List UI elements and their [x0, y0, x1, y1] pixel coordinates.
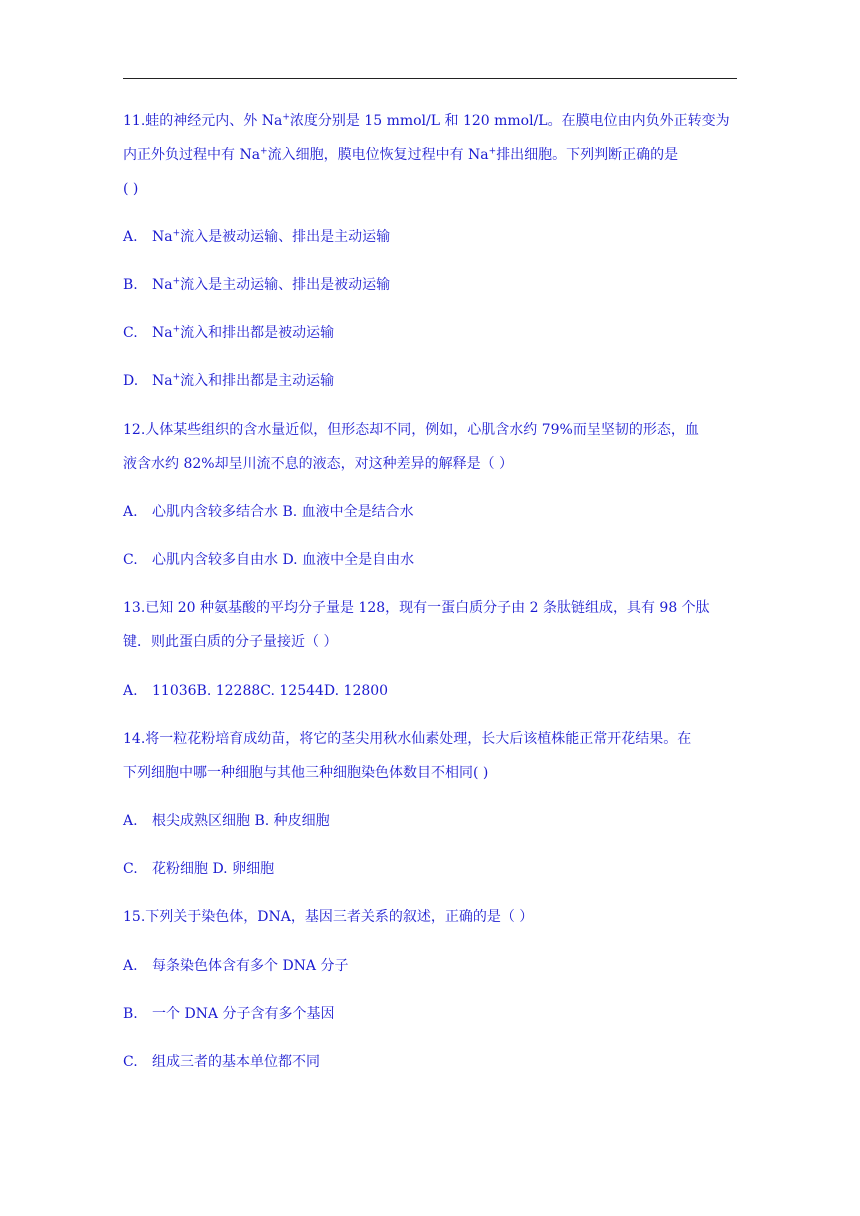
q11-stem-line-2: 内正外负过程中有 Na+流入细胞，膜电位恢复过程中有 Na+排出细胞。下列判断正确的是: [123, 146, 679, 163]
q11-option-a: A. Na+流入是被动运输、排出是主动运输: [123, 228, 391, 245]
q11-option-b: B. Na+流入是主动运输、排出是被动运输: [123, 276, 391, 293]
q11-stem-line-1: 11.蛙的神经元内、外 Na+浓度分别是 15 mmol/L 和 120 mmol/L。在膜电位由内负外正转变为: [123, 112, 730, 129]
q15-option-b: B. 一个 DNA 分子含有多个基因: [123, 1006, 335, 1022]
q12-options-row-1: A. 心肌内含较多结合水 B. 血液中全是结合水: [123, 504, 414, 520]
q13-stem-line-1: 13.已知 20 种氨基酸的平均分子量是 128，现有一蛋白质分子由 2 条肽链组成，具有 98 个肽: [123, 600, 710, 616]
q14-options-row-1: A. 根尖成熟区细胞 B. 种皮细胞: [123, 813, 330, 829]
q11-option-d: D. Na+流入和排出都是主动运输: [123, 372, 335, 389]
q14-options-row-2: C. 花粉细胞 D. 卵细胞: [123, 861, 275, 877]
q14-stem-line-1: 14.将一粒花粉培育成幼苗，将它的茎尖用秋水仙素处理，长大后该植株能正常开花结果。在: [123, 731, 692, 747]
q11-option-c: C. Na+流入和排出都是被动运输: [123, 324, 335, 341]
q13-stem-line-2: 键．则此蛋白质的分子量接近（ ）: [123, 634, 338, 650]
q12-stem-line-2: 液含水约 82%却呈川流不息的液态，对这种差异的解释是（ ）: [123, 456, 514, 472]
q15-stem: 15.下列关于染色体，DNA，基因三者关系的叙述，正确的是（ ）: [123, 909, 534, 925]
q14-stem-line-2: 下列细胞中哪一种细胞与其他三种细胞染色体数目不相同( ): [123, 765, 489, 781]
q15-option-c: C. 组成三者的基本单位都不同: [123, 1054, 320, 1070]
header-rule: [123, 78, 737, 79]
q12-options-row-2: C. 心肌内含较多自由水 D. 血液中全是自由水: [123, 552, 415, 568]
q12-stem-line-1: 12.人体某些组织的含水量近似，但形态却不同，例如，心肌含水约 79%而呈坚韧的形态，血: [123, 422, 699, 438]
q11-answer-blank: ( ): [123, 181, 139, 197]
q15-option-a: A. 每条染色体含有多个 DNA 分子: [123, 958, 349, 974]
q13-options-row: A. 11036B. 12288C. 12544D. 12800: [123, 683, 389, 699]
